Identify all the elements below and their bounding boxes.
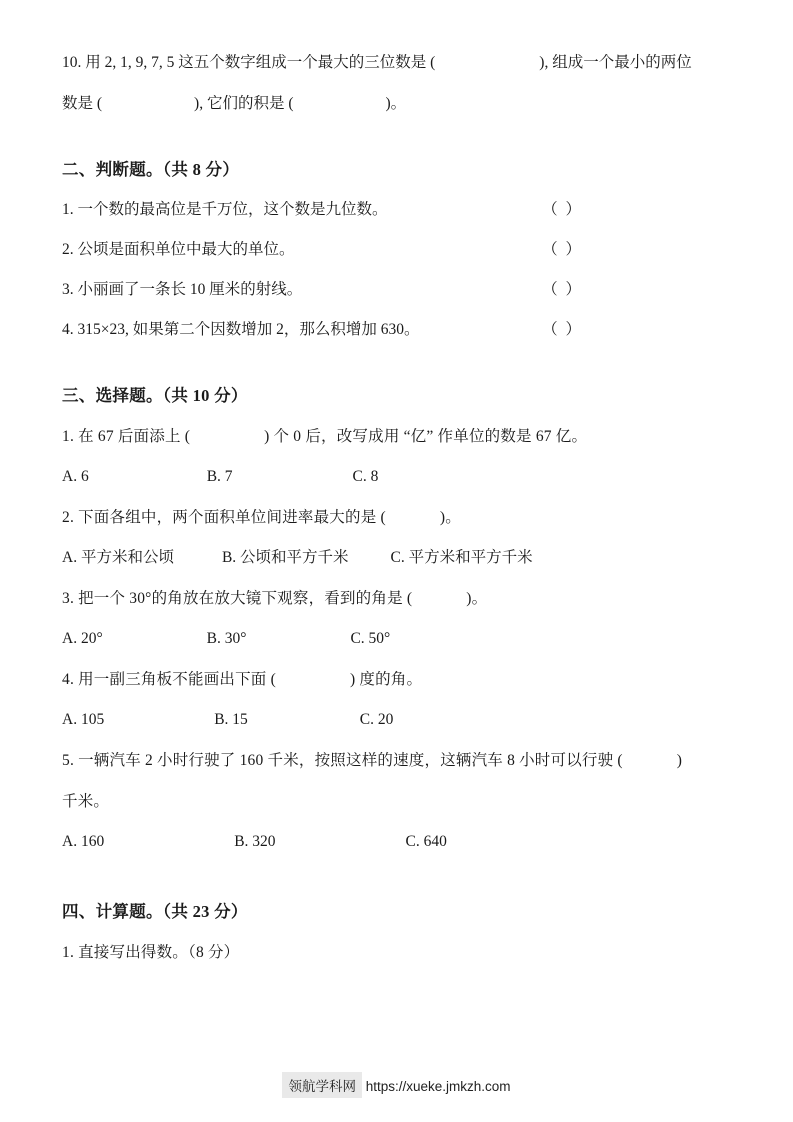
tf-item-3 — [62, 270, 731, 310]
mc-question-1-options — [62, 457, 731, 497]
tf-item-1 — [62, 190, 731, 230]
mc-question-3-options — [62, 619, 731, 659]
mc-q2-option-b[interactable]: B. 公顷和平方千米 — [221, 549, 349, 566]
tf-item-2 — [62, 230, 731, 270]
question-10-line2-a: 数是 ( — [62, 95, 103, 112]
mc-q2-option-c[interactable]: C. 平方米和平方千米 — [390, 549, 533, 566]
mc-q1-stem-b: ) 个 0 后，改写成用 “亿” 作单位的数是 67 亿。 — [264, 428, 588, 445]
mc-q5-stem-b: ) — [676, 752, 683, 769]
tf-item-1-text: 1. 一个数的最高位是千万位，这个数是九位数。 — [62, 201, 388, 218]
mc-q2-option-a[interactable]: A. 平方米和公顷 — [62, 549, 174, 566]
mc-q3-option-a[interactable]: A. 20° — [62, 630, 103, 647]
mc-q3-option-c[interactable]: C. 50° — [350, 630, 391, 647]
mc-q1-option-c[interactable]: C. 8 — [352, 468, 379, 485]
mc-question-5-options — [62, 822, 731, 862]
mc-question-1-stem — [62, 416, 731, 457]
watermark-label: 领航学科网 — [282, 1072, 362, 1098]
mc-q1-option-a[interactable]: A. 6 — [62, 468, 89, 485]
tf-item-4-answer[interactable]: （ ） — [542, 321, 583, 338]
section-3-title: 三、选择题。（共 10 分） — [62, 386, 248, 405]
mc-q4-option-a[interactable]: A. 105 — [62, 711, 105, 728]
mc-question-3-stem — [62, 578, 731, 619]
tf-item-1-answer[interactable]: （ ） — [542, 201, 583, 218]
mc-question-4-stem — [62, 659, 731, 700]
mc-q3-stem-b: )。 — [466, 590, 488, 607]
question-10-line-1 — [62, 42, 731, 83]
tf-item-3-answer[interactable]: （ ） — [542, 281, 583, 298]
question-10-mid: ), 组成一个最小的两位 — [539, 54, 692, 71]
tf-item-2-text: 2. 公顷是面积单位中最大的单位。 — [62, 241, 295, 258]
tf-item-4-text: 4. 315×23, 如果第二个因数增加 2，那么积增加 630。 — [62, 321, 420, 338]
mc-question-4-options — [62, 700, 731, 740]
question-10-prefix: 10. 用 2, 1, 9, 7, 5 这五个数字组成一个最大的三位数是 ( — [62, 54, 436, 71]
mc-question-2-stem — [62, 497, 731, 538]
mc-q5-option-a[interactable]: A. 160 — [62, 833, 105, 850]
question-10-line2-c: )。 — [385, 95, 407, 112]
mc-q5-option-c[interactable]: C. 640 — [405, 833, 447, 850]
tf-item-2-answer[interactable]: （ ） — [542, 241, 583, 258]
question-10-line2-b: ), 它们的积是 ( — [194, 95, 294, 112]
mc-q1-stem-a: 1. 在 67 后面添上 ( — [62, 428, 191, 445]
mc-question-2-options — [62, 538, 731, 578]
mc-q4-option-b[interactable]: B. 15 — [214, 711, 248, 728]
mc-q4-option-c[interactable]: C. 20 — [359, 711, 394, 728]
section-4-title: 四、计算题。（共 23 分） — [62, 902, 248, 921]
mc-q2-stem-a: 2. 下面各组中，两个面积单位间进率最大的是 ( — [62, 509, 386, 526]
mc-q3-option-b[interactable]: B. 30° — [206, 630, 247, 647]
mc-q2-stem-b: )。 — [439, 509, 461, 526]
watermark-footer — [0, 1072, 793, 1098]
mc-q5-stem-a: 5. 一辆汽车 2 小时行驶了 160 千米，按照这样的速度，这辆汽车 8 小时可以行驶 ( — [62, 752, 623, 769]
mc-q4-stem-a: 4. 用一副三角板不能画出下面 ( — [62, 671, 276, 688]
question-10-line-2 — [62, 83, 731, 124]
section-2-title: 二、判断题。（共 8 分） — [62, 160, 240, 179]
tf-item-4 — [62, 310, 731, 350]
tf-item-3-text: 3. 小丽画了一条长 10 厘米的射线。 — [62, 281, 303, 298]
mc-question-5-stem-line2: 千米。 — [62, 793, 110, 810]
mc-q5-option-b[interactable]: B. 320 — [234, 833, 276, 850]
mc-q1-option-b[interactable]: B. 7 — [206, 468, 233, 485]
mc-question-5-stem — [62, 740, 731, 781]
watermark-url: https://xueke.jmkzh.com — [365, 1079, 511, 1094]
section-4-item-1: 1. 直接写出得数。（8 分） — [62, 944, 240, 961]
mc-q3-stem-a: 3. 把一个 30°的角放在放大镜下观察，看到的角是 ( — [62, 590, 413, 607]
mc-q4-stem-b: ) 度的角。 — [349, 671, 423, 688]
